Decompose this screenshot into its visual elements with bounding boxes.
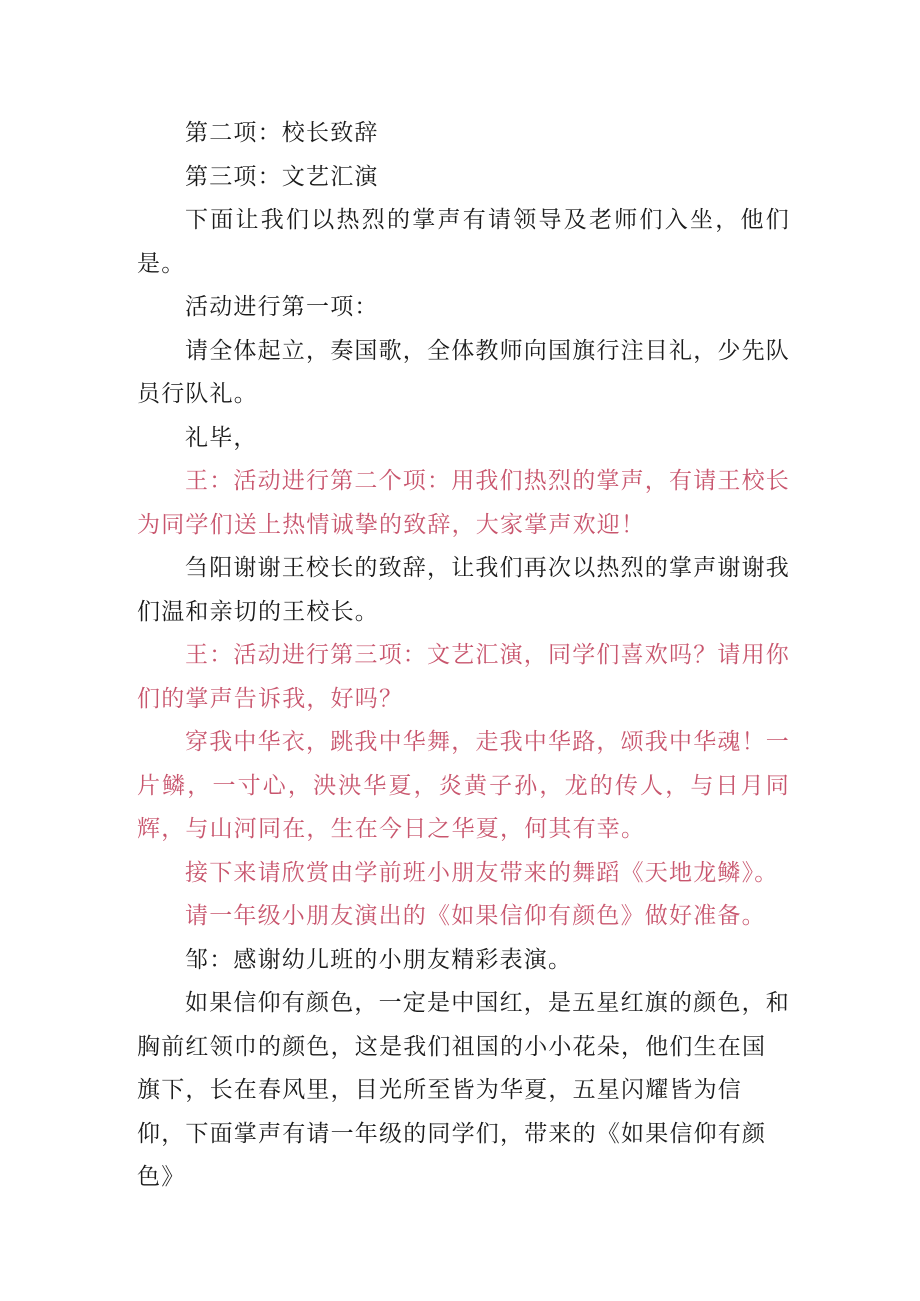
paragraph-dance-dragon: 接下来请欣赏由学前班小朋友带来的舞蹈《天地龙鳞》。 (185, 859, 779, 886)
paragraph-thanks-principal: 刍阳谢谢王校长的致辞，让我们再次以热烈的掌声谢谢我们温和亲切的王校长。 (137, 555, 790, 625)
paragraph-thanks-kindergarten: 邹：感谢幼儿班的小朋友精彩表演。 (185, 946, 573, 973)
paragraph-chinese-soul: 穿我中华衣，跳我中华舞，走我中华路，颂我中华魂！一片鳞，一寸心，泱泱华夏，炎黄子孙，龙的传人，与日月同辉，与山河同在，生在今日之华夏，何其有幸。 (137, 729, 790, 842)
paragraph-prepare-first-grade: 请一年级小朋友演出的《如果信仰有颜色》做好准备。 (185, 903, 766, 929)
paragraph-invite-leaders: 下面让我们以热烈的掌声有请领导及老师们入坐，他们是。 (137, 207, 790, 277)
paragraph-art-performance: 王：活动进行第三项：文艺汇演，同学们喜欢吗？请用你们的掌声告诉我，好吗？ (137, 642, 790, 712)
paragraph-tail: 色》 (137, 1164, 186, 1190)
document-body (137, 112, 790, 1200)
paragraph-salute-done: 礼毕， (185, 424, 258, 451)
paragraph-faith-color: 如果信仰有颜色，一定是中国红，是五星红旗的颜色，和胸前红领巾的颜色，这是我们祖国的小小花朵，他们生在国旗下，长在春风里，目光所至皆为华夏，五星闪耀皆为信仰，下面掌声有请一年级的同学们，带来的《如果信仰有颜 (137, 990, 790, 1147)
paragraph-principal-speech: 王：活动进行第二个项：用我们热烈的掌声，有请王校长为同学们送上热情诚挚的致辞，大家掌声欢迎！ (137, 468, 790, 538)
paragraph-item-2: 第二项：校长致辞 (185, 120, 379, 146)
paragraph-activity-first: 活动进行第一项： (185, 294, 379, 320)
paragraph-national-anthem: 请全体起立，奏国歌，全体教师向国旗行注目礼，少先队员行队礼。 (137, 337, 790, 407)
paragraph-item-3: 第三项：文艺汇演 (185, 163, 379, 190)
